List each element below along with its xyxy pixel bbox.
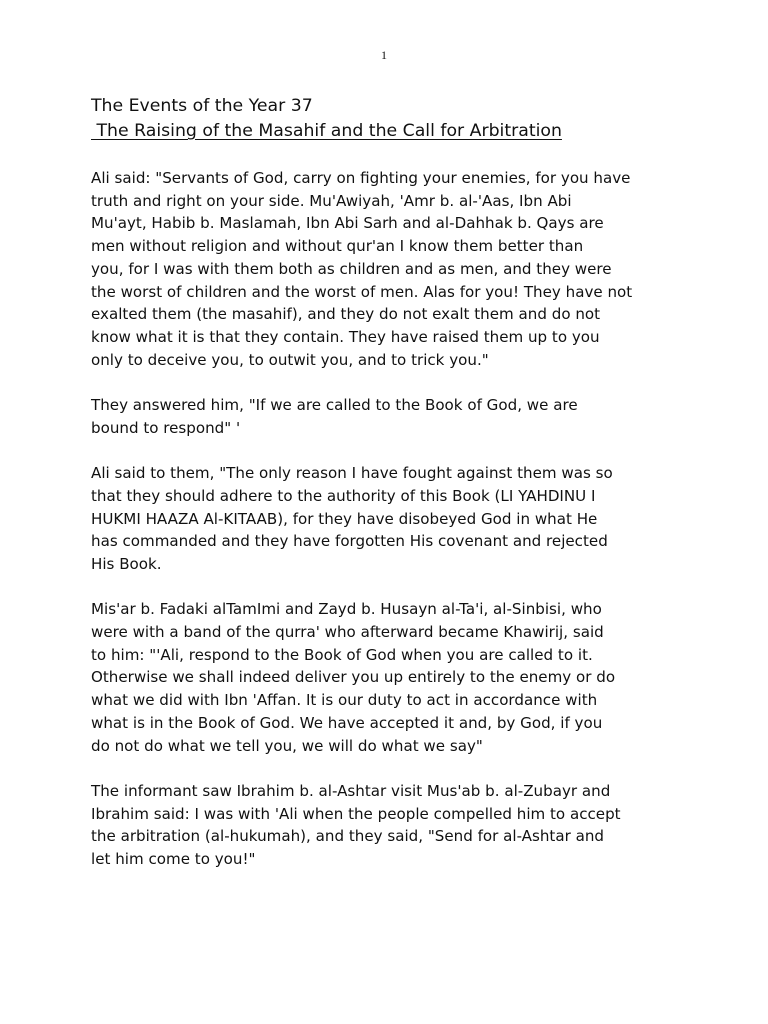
page-number: 1 — [381, 48, 387, 62]
paragraph-ali-speech: Ali said: "Servants of God, carry on fighting your enemies, for you have truth and right on your side. Mu'Awiyah, 'Amr b. al-'Aas, Ibn Abi Mu'ayt, Habib b. Maslamah, Ibn Abi Sarh and al-Dahhak b. Qays are men without religion and without qur'an I know them better than you, for I was with them both as children and as men, and they were the worst of children and the worst of men. Alas for you! They have not exalted them (the masahif), and they do not exalt them and do not know what it is that they contain. They have raised them up to you only to deceive you, to outwit you, and to trick you." — [91, 169, 633, 369]
paragraph-answer: They answered him, "If we are called to the Book of God, we are bound to respond" ' — [91, 396, 578, 437]
spacer — [91, 576, 691, 599]
spacer — [91, 757, 691, 780]
paragraph-ali-reply: Ali said to them, "The only reason I have fought against them was so that they should adhere to the authority of this Book (LI YAHDINU I HUKMI HAAZA Al-KITAAB), for they have disobeyed God in what He has commanded and they have forgotten His covenant and rejected His Book. — [91, 464, 613, 573]
document-body — [91, 94, 691, 871]
spacer — [91, 144, 691, 167]
document-subtitle: The Raising of the Masahif and the Call for Arbitration — [91, 121, 562, 141]
document-title: The Events of the Year 37 — [91, 96, 313, 116]
paragraph-misar-zayd: Mis'ar b. Fadaki alTamImi and Zayd b. Husayn al-Ta'i, al-Sinbisi, who were with a band of the qurra' who afterward became Khawirij, said to him: "'Ali, respond to the Book of God when you are called to it. Otherwise we shall indeed deliver you up entirely to the enemy or do what we did with Ibn 'Affan. It is our duty to act in accordance with what is in the Book of God. We have accepted it and, by God, if you do not do what we tell you, we will do what we say" — [91, 600, 616, 755]
spacer — [91, 439, 691, 462]
spacer — [91, 371, 691, 394]
paragraph-informant: The informant saw Ibrahim b. al-Ashtar visit Mus'ab b. al-Zubayr and Ibrahim said: I was with 'Ali when the people compelled him to accept the arbitration (al-hukumah), and they said, "Send for al-Ashtar and let him come to you!" — [91, 781, 621, 869]
